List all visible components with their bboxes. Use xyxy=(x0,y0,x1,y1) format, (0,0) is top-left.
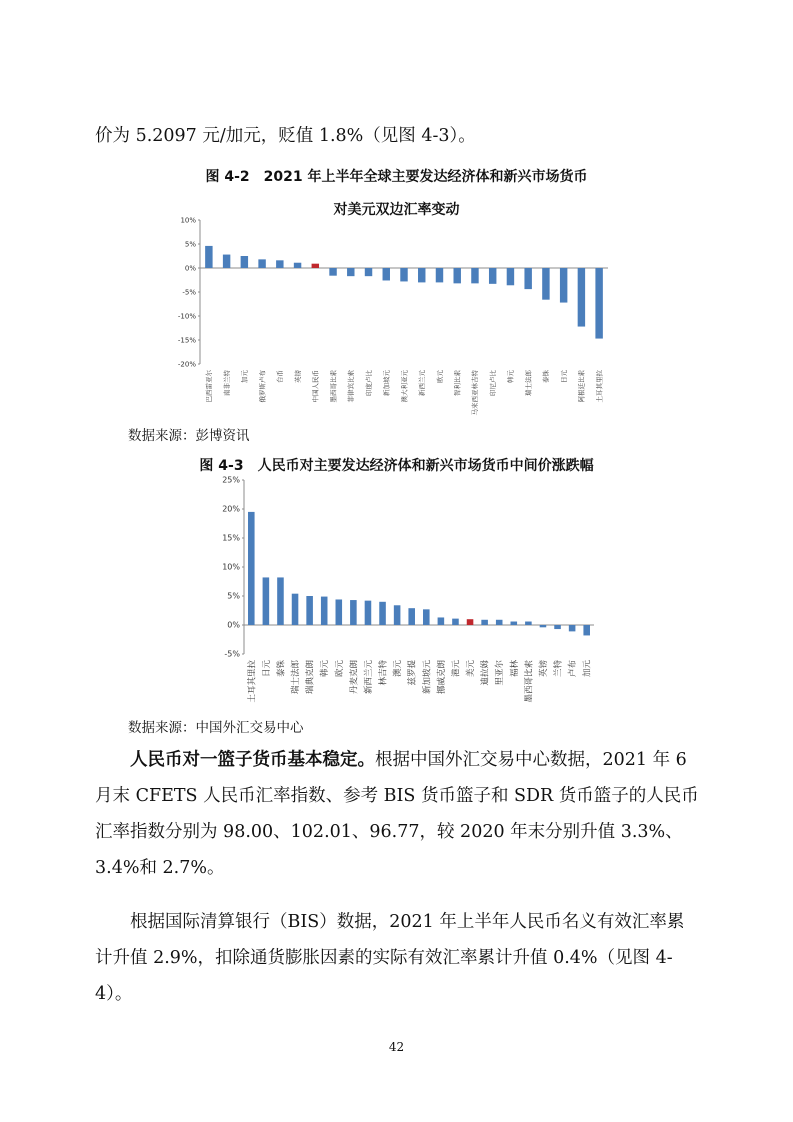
category-label: 瑞士法郎 xyxy=(524,370,533,396)
bar xyxy=(306,596,313,625)
bar xyxy=(365,268,372,276)
intro-line: 价为 5.2097 元/加元，贬值 1.8%（见图 4-3）。 xyxy=(95,126,476,146)
bar xyxy=(263,577,270,625)
category-label: 欧元 xyxy=(435,370,444,383)
bar xyxy=(321,597,328,625)
category-label: 澳元 xyxy=(393,660,404,678)
bar xyxy=(569,625,576,631)
paragraph-body: 根据中国外汇交易中心数据，2021 年 6 月末 CFETS 人民币汇率指数、参考 BIS 货币篮子和 SDR 货币篮子的人民币汇率指数分别为 98.00、102.01、96.77，较 2020 年末分别升值 3.3%、3.4%和 2.7%。 xyxy=(95,750,699,878)
bar xyxy=(347,268,354,276)
bar xyxy=(312,264,319,268)
category-label: 土耳其里拉 xyxy=(247,660,258,703)
figure-4-2-chart xyxy=(160,214,630,424)
category-label: 挪威克朗 xyxy=(436,660,447,695)
category-label: 瑞典克朗 xyxy=(305,660,316,695)
bar xyxy=(583,625,590,635)
bar xyxy=(248,512,255,625)
figure-4-2-caption-line1: 图 4-2 2021 年上半年全球主要发达经济体和新兴市场货币 xyxy=(205,169,588,185)
bar xyxy=(525,622,532,625)
bar xyxy=(595,268,602,339)
bar xyxy=(329,268,336,276)
y-tick-label: -5% xyxy=(224,649,240,659)
category-label: 港元 xyxy=(451,660,462,678)
category-label: 兹罗提 xyxy=(407,660,418,686)
category-label: 瑞士法郎 xyxy=(291,660,302,695)
y-tick-label: 25% xyxy=(222,475,240,485)
bar xyxy=(418,268,425,282)
bar xyxy=(524,268,531,289)
category-label: 南非兰特 xyxy=(222,370,231,396)
category-label: 韩元 xyxy=(320,660,331,678)
y-tick-label: -20% xyxy=(177,360,196,369)
y-tick-label: 10% xyxy=(180,216,196,225)
bar xyxy=(258,259,265,268)
category-label: 美元 xyxy=(466,660,477,678)
bar xyxy=(578,268,585,327)
paragraph-cny-basket xyxy=(95,742,700,886)
bar xyxy=(467,619,474,625)
category-label: 加元 xyxy=(582,660,593,678)
bar xyxy=(241,256,248,268)
y-tick-label: -15% xyxy=(177,336,196,345)
figure-4-3-chart xyxy=(200,470,600,710)
y-tick-label: 20% xyxy=(222,504,240,514)
bar xyxy=(379,602,386,625)
bar xyxy=(336,599,343,625)
category-label: 林吉特 xyxy=(378,660,389,686)
category-label: 韩元 xyxy=(506,370,515,383)
y-tick-label: 10% xyxy=(222,562,240,572)
bar xyxy=(365,601,372,625)
category-label: 兰特 xyxy=(553,660,564,678)
category-label: 欧元 xyxy=(334,660,345,678)
category-label: 澳大利亚元 xyxy=(400,370,409,403)
category-label: 墨西哥比索 xyxy=(329,370,338,403)
bar xyxy=(292,594,299,625)
figure-4-2-source: 数据来源：彭博资讯 xyxy=(128,428,250,444)
category-label: 马来西亚林吉特 xyxy=(471,370,480,416)
bar xyxy=(383,268,390,280)
category-label: 新西兰元 xyxy=(363,660,374,695)
y-tick-label: 15% xyxy=(222,533,240,543)
category-label: 印度卢比 xyxy=(364,370,373,396)
category-label: 智利比索 xyxy=(453,370,462,396)
category-label: 日元 xyxy=(261,660,272,678)
category-label: 巴西雷亚尔 xyxy=(205,370,214,403)
category-label: 日元 xyxy=(559,370,568,383)
category-label: 泰铢 xyxy=(276,660,287,678)
bar xyxy=(542,268,549,300)
category-label: 英镑 xyxy=(538,660,549,678)
category-label: 加元 xyxy=(240,370,249,383)
page-number: 42 xyxy=(388,1040,405,1054)
category-label: 中国人民币 xyxy=(311,370,320,403)
bar xyxy=(471,268,478,283)
category-label: 卢布 xyxy=(568,660,579,678)
category-label: 英镑 xyxy=(293,370,302,383)
bar xyxy=(481,620,488,625)
category-label: 印尼卢比 xyxy=(488,370,497,396)
bar xyxy=(554,625,561,629)
category-label: 菲律宾比索 xyxy=(347,370,356,403)
figure-4-3-caption: 图 4-3 人民币对主要发达经济体和新兴市场货币中间价涨跌幅 xyxy=(199,458,594,474)
bar xyxy=(560,268,567,303)
bar xyxy=(496,620,503,625)
y-tick-label: 5% xyxy=(227,591,240,601)
bar xyxy=(489,268,496,284)
category-label: 丹麦克朗 xyxy=(349,660,360,695)
paragraph-lead: 人民币对一篮子货币基本稳定。 xyxy=(130,750,375,770)
bar xyxy=(452,619,459,625)
y-tick-label: -10% xyxy=(177,312,196,321)
bar xyxy=(423,609,430,625)
category-label: 台币 xyxy=(276,370,285,383)
category-label: 土耳其里拉 xyxy=(595,370,604,403)
category-label: 俄罗斯卢布 xyxy=(258,370,267,403)
bar xyxy=(436,268,443,282)
y-tick-label: -5% xyxy=(182,288,196,297)
bar xyxy=(350,600,357,625)
bar xyxy=(511,622,518,625)
bar xyxy=(507,268,514,285)
bar xyxy=(408,608,415,625)
figure-4-2-caption-line2: 对美元双边汇率变动 xyxy=(333,202,460,218)
y-tick-label: 0% xyxy=(184,264,196,273)
y-tick-label: 5% xyxy=(184,240,196,249)
category-label: 泰铢 xyxy=(542,370,551,383)
category-label: 新加坡元 xyxy=(382,370,391,396)
category-label: 新加坡元 xyxy=(422,660,433,695)
bar xyxy=(223,255,230,268)
bar xyxy=(438,617,445,625)
bar xyxy=(276,260,283,268)
bar xyxy=(294,263,301,268)
bar xyxy=(400,268,407,281)
paragraph-bis: 根据国际清算银行（BIS）数据，2021 年上半年人民币名义有效汇率累计升值 2.9%，扣除通货膨胀因素的实际有效汇率累计升值 0.4%（见图 4-4）。 xyxy=(95,912,685,1004)
category-label: 迪拉姆 xyxy=(480,660,491,686)
bar xyxy=(394,605,401,625)
bar xyxy=(453,268,460,283)
figure-4-3-source: 数据来源：中国外汇交易中心 xyxy=(128,720,304,736)
category-label: 新西兰元 xyxy=(418,370,427,396)
bar xyxy=(540,625,547,627)
category-label: 福林 xyxy=(509,660,520,678)
category-label: 阿根廷比索 xyxy=(577,370,586,403)
bar xyxy=(277,577,284,625)
y-tick-label: 0% xyxy=(227,620,240,630)
bar xyxy=(205,246,212,268)
category-label: 墨西哥比索 xyxy=(524,660,535,703)
category-label: 里亚尔 xyxy=(495,660,506,686)
